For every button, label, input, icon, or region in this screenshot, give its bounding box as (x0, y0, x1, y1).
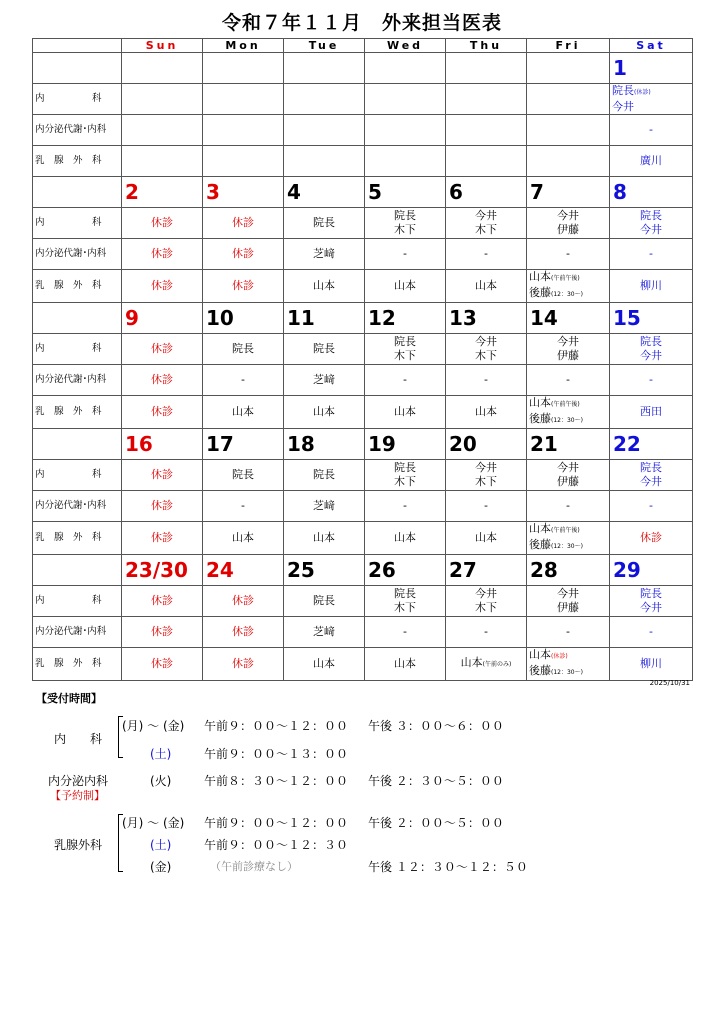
date-cell (527, 429, 610, 460)
schedule-cell: - (446, 365, 527, 396)
schedule-cell (203, 146, 284, 177)
date-number: 10 (206, 306, 234, 330)
schedule-cell (365, 146, 446, 177)
schedule-cell: 院長 (284, 208, 365, 239)
day-header: Tue (284, 39, 365, 53)
schedule-cell: 芝﨑 (284, 365, 365, 396)
schedule-cell (365, 84, 446, 115)
schedule-cell: 休診 (203, 648, 284, 681)
schedule-cell: 今井 伊藤 (527, 334, 610, 365)
doctor-name: 後藤 (529, 538, 551, 551)
date-cell (446, 429, 527, 460)
schedule-cell (122, 84, 203, 115)
schedule-cell (365, 115, 446, 146)
date-cell (446, 53, 527, 84)
date-cell (527, 303, 610, 334)
date-cell (122, 177, 203, 208)
date-cell (284, 303, 365, 334)
schedule-cell: 院長 今井 (610, 208, 693, 239)
dept-row-naika (33, 586, 693, 617)
note: (12：30～) (551, 669, 583, 676)
schedule-cell: 休診 (203, 617, 284, 648)
dept-label: 内 科 (33, 334, 122, 365)
reception-nyusen-am-0: 午前９：００～１２：００ (204, 816, 349, 830)
date-cell (203, 429, 284, 460)
schedule-cell: - (610, 617, 693, 648)
reception-naika-days-0: (月) ～ (金) (122, 719, 185, 733)
date-number (122, 56, 125, 80)
doctor-name: 後藤 (529, 664, 551, 677)
dept-row-naika (33, 208, 693, 239)
reception-nyusen-am-1: 午前９：００～１２：３０ (204, 838, 349, 852)
schedule-cell: 山本 (284, 648, 365, 681)
schedule-cell: 休診 (122, 460, 203, 491)
schedule-cell: - (446, 617, 527, 648)
reception-naibunpi-pm: 午後 ２：３０～５：００ (368, 774, 504, 788)
schedule-cell: 山本 (365, 396, 446, 429)
date-number: 28 (530, 558, 558, 582)
date-number: 21 (530, 432, 558, 456)
doctor-name: 山本 (460, 656, 483, 669)
date-cell (446, 303, 527, 334)
schedule-cell: - (365, 491, 446, 522)
date-number: 2 (125, 180, 139, 204)
dept-row-naika (33, 460, 693, 491)
reception-nyusen-days-2: (金) (150, 860, 172, 874)
reception-nyusen-days-0: (月) ～ (金) (122, 816, 185, 830)
note: (午前午後) (551, 401, 580, 408)
date-row-label (33, 303, 122, 334)
schedule-cell (446, 648, 527, 681)
day-header: Wed (365, 39, 446, 53)
date-cell (122, 53, 203, 84)
schedule-cell: 院長 木下 (365, 334, 446, 365)
reception-nyusen-days-1: (土) (150, 838, 172, 852)
date-cell (284, 177, 365, 208)
schedule-cell: 休診 (122, 586, 203, 617)
schedule-cell: - (610, 491, 693, 522)
schedule-cell: 休診 (122, 491, 203, 522)
schedule-cell: 休診 (203, 239, 284, 270)
schedule-cell: - (527, 491, 610, 522)
schedule-cell: 休診 (122, 365, 203, 396)
schedule-cell: 院長 木下 (365, 586, 446, 617)
schedule-cell (527, 115, 610, 146)
dept-row-nyusen (33, 522, 693, 555)
dept-label: 内 科 (33, 586, 122, 617)
schedule-cell (122, 146, 203, 177)
dept-label: 乳 腺 外 科 (33, 396, 122, 429)
date-cell (365, 555, 446, 586)
note: (12：30～) (551, 291, 583, 298)
schedule-cell: 山本 (203, 396, 284, 429)
date-cell (122, 555, 203, 586)
schedule-cell: 休診 (122, 270, 203, 303)
dept-row-nyusen (33, 146, 693, 177)
dept-label: 乳 腺 外 科 (33, 648, 122, 681)
date-number (284, 56, 287, 80)
date-row-label (33, 177, 122, 208)
reception-naibunpi-days: (火) (150, 774, 172, 788)
reception-nyusen-am-2: （午前診療なし） (210, 860, 298, 873)
date-cell (203, 303, 284, 334)
dept-label: 乳 腺 外 科 (33, 522, 122, 555)
date-row-label (33, 429, 122, 460)
date-cell (203, 53, 284, 84)
date-cell (527, 555, 610, 586)
day-header: Sun (122, 39, 203, 53)
date-cell (203, 555, 284, 586)
date-number: 1 (613, 56, 627, 80)
dept-label: 内 科 (33, 208, 122, 239)
reception-nyusen-pm-0: 午後 ２：００～５：００ (368, 816, 504, 830)
schedule-cell: 山本 (284, 270, 365, 303)
schedule-cell: - (446, 491, 527, 522)
doctor-name: 後藤 (529, 412, 551, 425)
schedule-cell (527, 396, 610, 429)
doctor-name: 院長 (612, 84, 634, 97)
date-number: 26 (368, 558, 396, 582)
dept-row-naibunpi (33, 617, 693, 648)
schedule-cell (284, 115, 365, 146)
date-number (365, 56, 368, 80)
schedule-cell: - (203, 365, 284, 396)
schedule-cell (446, 146, 527, 177)
doctor-name: 後藤 (529, 286, 551, 299)
date-cell (203, 177, 284, 208)
schedule-cell: 芝﨑 (284, 617, 365, 648)
doctor-name: 山本 (529, 522, 551, 535)
dept-label: 乳 腺 外 科 (33, 270, 122, 303)
day-header: Fri (527, 39, 610, 53)
date-number: 16 (125, 432, 153, 456)
schedule-cell (527, 648, 610, 681)
schedule-cell: 院長 木下 (365, 460, 446, 491)
dept-label: 内 科 (33, 84, 122, 115)
dept-row-naika (33, 334, 693, 365)
date-cell (284, 429, 365, 460)
date-row-label (33, 555, 122, 586)
note: (休診) (634, 89, 651, 96)
date-cell (365, 303, 446, 334)
schedule-cell: - (610, 115, 693, 146)
schedule-cell (284, 84, 365, 115)
schedule-cell: - (203, 491, 284, 522)
date-number: 18 (287, 432, 315, 456)
schedule-cell: 院長 今井 (610, 460, 693, 491)
day-header: Mon (203, 39, 284, 53)
schedule-cell: 休診 (122, 617, 203, 648)
date-cell (446, 555, 527, 586)
schedule-cell: 芝﨑 (284, 491, 365, 522)
date-cell (610, 303, 693, 334)
schedule-cell (610, 84, 693, 115)
schedule-cell: 芝﨑 (284, 239, 365, 270)
schedule-cell (203, 115, 284, 146)
schedule-cell (527, 84, 610, 115)
schedule-cell: - (527, 365, 610, 396)
date-number: 13 (449, 306, 477, 330)
schedule-cell: 院長 (203, 334, 284, 365)
schedule-cell: 休診 (122, 334, 203, 365)
date-cell (365, 177, 446, 208)
schedule-cell (446, 115, 527, 146)
date-number: 11 (287, 306, 315, 330)
schedule-cell: 今井 伊藤 (527, 208, 610, 239)
schedule-cell: 山本 (365, 270, 446, 303)
dept-label: 内分泌代謝･内科 (33, 617, 122, 648)
date-number (527, 56, 530, 80)
dept-row-nyusen (33, 396, 693, 429)
schedule-cell: 山本 (446, 396, 527, 429)
date-number: 6 (449, 180, 463, 204)
week-date-row (33, 303, 693, 334)
date-cell (446, 177, 527, 208)
date-cell (284, 555, 365, 586)
schedule-cell: - (446, 239, 527, 270)
date-number (446, 56, 449, 80)
schedule-cell: - (610, 365, 693, 396)
schedule-cell: 院長 (284, 334, 365, 365)
schedule-cell (527, 270, 610, 303)
schedule-cell: 今井 木下 (446, 208, 527, 239)
date-number: 12 (368, 306, 396, 330)
date-number: 22 (613, 432, 641, 456)
date-row-label (33, 53, 122, 84)
date-cell (284, 53, 365, 84)
schedule-cell: 休診 (203, 270, 284, 303)
day-header: Sat (610, 39, 693, 53)
note: (休診) (551, 653, 568, 660)
reception-nyusen-pm-2: 午後 １２：３０～１２：５０ (368, 860, 528, 874)
dept-label: 内分泌代謝･内科 (33, 115, 122, 146)
schedule-cell: 休診 (203, 208, 284, 239)
schedule-cell: 院長 今井 (610, 334, 693, 365)
schedule-cell: 休診 (122, 648, 203, 681)
dept-row-nyusen (33, 270, 693, 303)
schedule-cell: 西田 (610, 396, 693, 429)
date-number: 29 (613, 558, 641, 582)
doctor-name: 山本 (529, 648, 551, 661)
schedule-cell: 廣川 (610, 146, 693, 177)
date-number: 23/30 (125, 558, 188, 582)
date-cell (122, 429, 203, 460)
dept-row-naibunpi (33, 365, 693, 396)
date-number: 8 (613, 180, 627, 204)
dept-row-nyusen (33, 648, 693, 681)
schedule-cell: 今井 木下 (446, 334, 527, 365)
schedule-cell: 柳川 (610, 270, 693, 303)
date-cell (527, 53, 610, 84)
schedule-cell: 休診 (122, 208, 203, 239)
schedule-cell: - (365, 365, 446, 396)
date-number: 17 (206, 432, 234, 456)
date-number (203, 56, 206, 80)
date-cell (610, 555, 693, 586)
reception-naika-label: 内 科 (54, 732, 103, 746)
dept-row-naibunpi (33, 491, 693, 522)
dept-label: 乳 腺 外 科 (33, 146, 122, 177)
reception-naika-am-1: 午前９：００～１３：００ (204, 747, 349, 761)
date-number: 5 (368, 180, 382, 204)
schedule-cell: 山本 (284, 396, 365, 429)
doctor-name: 山本 (529, 396, 551, 409)
schedule-cell: 休診 (610, 522, 693, 555)
schedule-cell: 山本 (365, 522, 446, 555)
schedule-cell: 山本 (203, 522, 284, 555)
date-cell (610, 429, 693, 460)
day-header: Thu (446, 39, 527, 53)
reception-naika-pm-0: 午後 ３：００～６：００ (368, 719, 504, 733)
header-corner (33, 39, 122, 53)
schedule-cell: 山本 (284, 522, 365, 555)
date-number: 27 (449, 558, 477, 582)
schedule-cell: 休診 (122, 239, 203, 270)
note: (午前のみ) (482, 661, 512, 668)
schedule-cell: 院長 木下 (365, 208, 446, 239)
week-date-row (33, 53, 693, 84)
schedule-cell: - (365, 617, 446, 648)
schedule-cell: 休診 (122, 396, 203, 429)
dept-row-naika (33, 84, 693, 115)
schedule-cell (203, 84, 284, 115)
schedule-table (32, 38, 693, 681)
date-cell (610, 53, 693, 84)
schedule-cell: - (365, 239, 446, 270)
note: (午前午後) (551, 275, 580, 282)
date-cell (365, 53, 446, 84)
dept-label: 内分泌代謝･内科 (33, 365, 122, 396)
reception-title: 【受付時間】 (36, 692, 102, 705)
schedule-cell (122, 115, 203, 146)
date-stamp: 2025/10/31 (649, 679, 690, 687)
schedule-cell: 山本 (446, 270, 527, 303)
reception-nyusen-label: 乳腺外科 (54, 838, 103, 852)
date-number: 25 (287, 558, 315, 582)
note: (12：30～) (551, 543, 583, 550)
schedule-cell (284, 146, 365, 177)
note: (午前午後) (551, 527, 580, 534)
date-cell (122, 303, 203, 334)
schedule-cell: 山本 (446, 522, 527, 555)
day-header-row (33, 39, 693, 53)
schedule-cell (527, 146, 610, 177)
week-date-row (33, 429, 693, 460)
reception-naibunpi-label: 内分泌内科 (48, 774, 109, 788)
week-date-row (33, 555, 693, 586)
reception-naika-days-1: (土) (150, 747, 172, 761)
doctor-name: 今井 (612, 100, 634, 113)
date-number: 24 (206, 558, 234, 582)
schedule-cell: 今井 木下 (446, 460, 527, 491)
doctor-name: 山本 (529, 270, 551, 283)
note: (12：30～) (551, 417, 583, 424)
dept-label: 内分泌代謝･内科 (33, 491, 122, 522)
schedule-cell: 今井 伊藤 (527, 586, 610, 617)
date-number: 9 (125, 306, 139, 330)
schedule-cell: 柳川 (610, 648, 693, 681)
week-date-row (33, 177, 693, 208)
schedule-cell: 院長 今井 (610, 586, 693, 617)
schedule-cell: - (527, 239, 610, 270)
date-number: 20 (449, 432, 477, 456)
date-cell (610, 177, 693, 208)
reception-naika-am-0: 午前９：００～１２：００ (204, 719, 349, 733)
date-number: 4 (287, 180, 301, 204)
schedule-cell: 休診 (203, 586, 284, 617)
date-number: 3 (206, 180, 220, 204)
schedule-cell: 今井 木下 (446, 586, 527, 617)
schedule-cell: - (527, 617, 610, 648)
schedule-cell: 院長 (284, 460, 365, 491)
date-cell (365, 429, 446, 460)
page-title: 令和７年１１月 外来担当医表 (221, 12, 502, 34)
date-number: 19 (368, 432, 396, 456)
date-number: 14 (530, 306, 558, 330)
dept-row-naibunpi (33, 115, 693, 146)
date-cell (527, 177, 610, 208)
dept-label: 内分泌代謝･内科 (33, 239, 122, 270)
schedule-cell: 山本 (365, 648, 446, 681)
date-number: 7 (530, 180, 544, 204)
schedule-cell: - (610, 239, 693, 270)
schedule-cell: 今井 伊藤 (527, 460, 610, 491)
date-number: 15 (613, 306, 641, 330)
dept-row-naibunpi (33, 239, 693, 270)
schedule-cell: 院長 (284, 586, 365, 617)
dept-label: 内 科 (33, 460, 122, 491)
reception-naibunpi-note: 【予約制】 (50, 789, 105, 802)
schedule-cell (527, 522, 610, 555)
schedule-cell (446, 84, 527, 115)
schedule-cell: 院長 (203, 460, 284, 491)
schedule-cell: 休診 (122, 522, 203, 555)
reception-naibunpi-am: 午前８：３０～１２：００ (204, 774, 349, 788)
